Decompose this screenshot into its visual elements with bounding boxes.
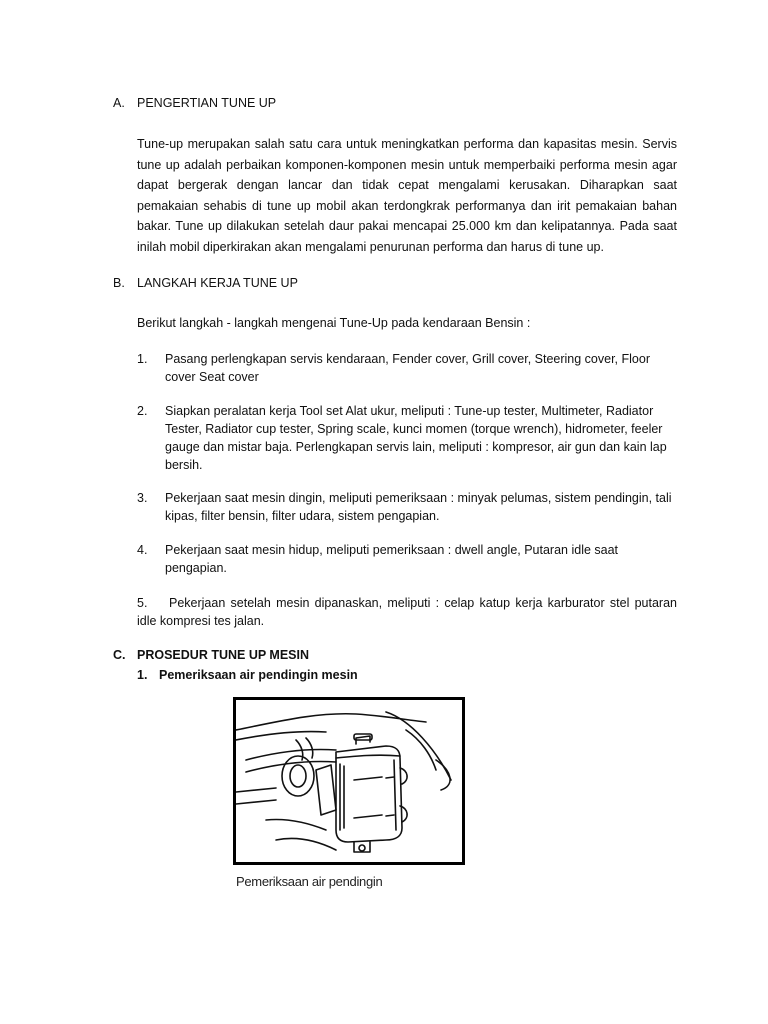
section-a-label: A. bbox=[113, 96, 125, 110]
section-a-title: PENGERTIAN TUNE UP bbox=[137, 96, 277, 110]
section-a-paragraph: Tune-up merupakan salah satu cara untuk meningkatkan performa dan kapasitas mesin. Servis tune up adalah perbaikan komponen-komponen mesin untuk memperbaiki performa mesin agar dapat bergerak dengan lancar dan tidak cepat mengalami kerusakan. Diharapkan saat pemakaian sehabis di tune up mobil akan terdongkrak performanya dan irit pemakaian bahan bakar. Tune up dilakukan setelah daur pakai mencapai 25.000 km dan kelipatannya. Pada saat inilah mobil diperkirakan akan mengalami penurunan performa dan harus di tune up. bbox=[137, 137, 677, 254]
list-item bbox=[137, 402, 677, 474]
section-a-heading bbox=[113, 94, 276, 112]
list-item-number: 1. bbox=[137, 352, 148, 366]
section-c-sub-number: 1. bbox=[137, 668, 148, 682]
list-item-text: Pasang perlengkapan servis kendaraan, Fender cover, Grill cover, Steering cover, Floor cover Seat cover bbox=[165, 352, 650, 384]
list-item bbox=[137, 489, 677, 525]
section-b-intro: Berikut langkah - langkah mengenai Tune-Up pada kendaraan Bensin : bbox=[137, 316, 531, 330]
figure-caption: Pemeriksaan air pendingin bbox=[236, 874, 383, 889]
list-item-number: 4. bbox=[137, 543, 148, 557]
list-item-text: Pekerjaan saat mesin dingin, meliputi pemeriksaan : minyak pelumas, sistem pendingin, tali kipas, filter bensin, filter udara, sistem pengapian. bbox=[165, 491, 672, 523]
radiator-reservoir-figure bbox=[233, 697, 465, 865]
section-c-heading bbox=[113, 646, 309, 664]
section-b-title: LANGKAH KERJA TUNE UP bbox=[137, 276, 298, 290]
list-item-text: Pekerjaan setelah mesin dipanaskan, meliputi : celap katup kerja karburator stel putaran idle kompresi tes jalan. bbox=[137, 596, 677, 628]
section-c-label: C. bbox=[113, 648, 126, 662]
list-item-number: 2. bbox=[137, 404, 148, 418]
section-c-subheading bbox=[137, 666, 358, 684]
section-b-label: B. bbox=[113, 276, 125, 290]
list-item-number: 5. bbox=[137, 596, 148, 610]
list-item bbox=[137, 350, 677, 386]
list-item bbox=[137, 594, 677, 630]
list-item-text: Siapkan peralatan kerja Tool set Alat ukur, meliputi : Tune-up tester, Multimeter, Radiator Tester, Radiator cup tester, Spring scale, kunci momen (torque wrench), hidrometer, feeler gauge dan mistar baja. Perlengkapan servis lain, meliputi : kompresor, air gun dan kain lap bersih. bbox=[165, 404, 667, 472]
section-c-title: PROSEDUR TUNE UP MESIN bbox=[137, 648, 310, 662]
list-item-text: Pekerjaan saat mesin hidup, meliputi pemeriksaan : dwell angle, Putaran idle saat pengapian. bbox=[165, 543, 619, 575]
section-c-sub-title: Pemeriksaan air pendingin mesin bbox=[159, 668, 358, 682]
radiator-reservoir-illustration bbox=[236, 700, 462, 862]
section-b-heading bbox=[113, 274, 298, 292]
list-item bbox=[137, 541, 677, 577]
list-item-number: 3. bbox=[137, 491, 148, 505]
